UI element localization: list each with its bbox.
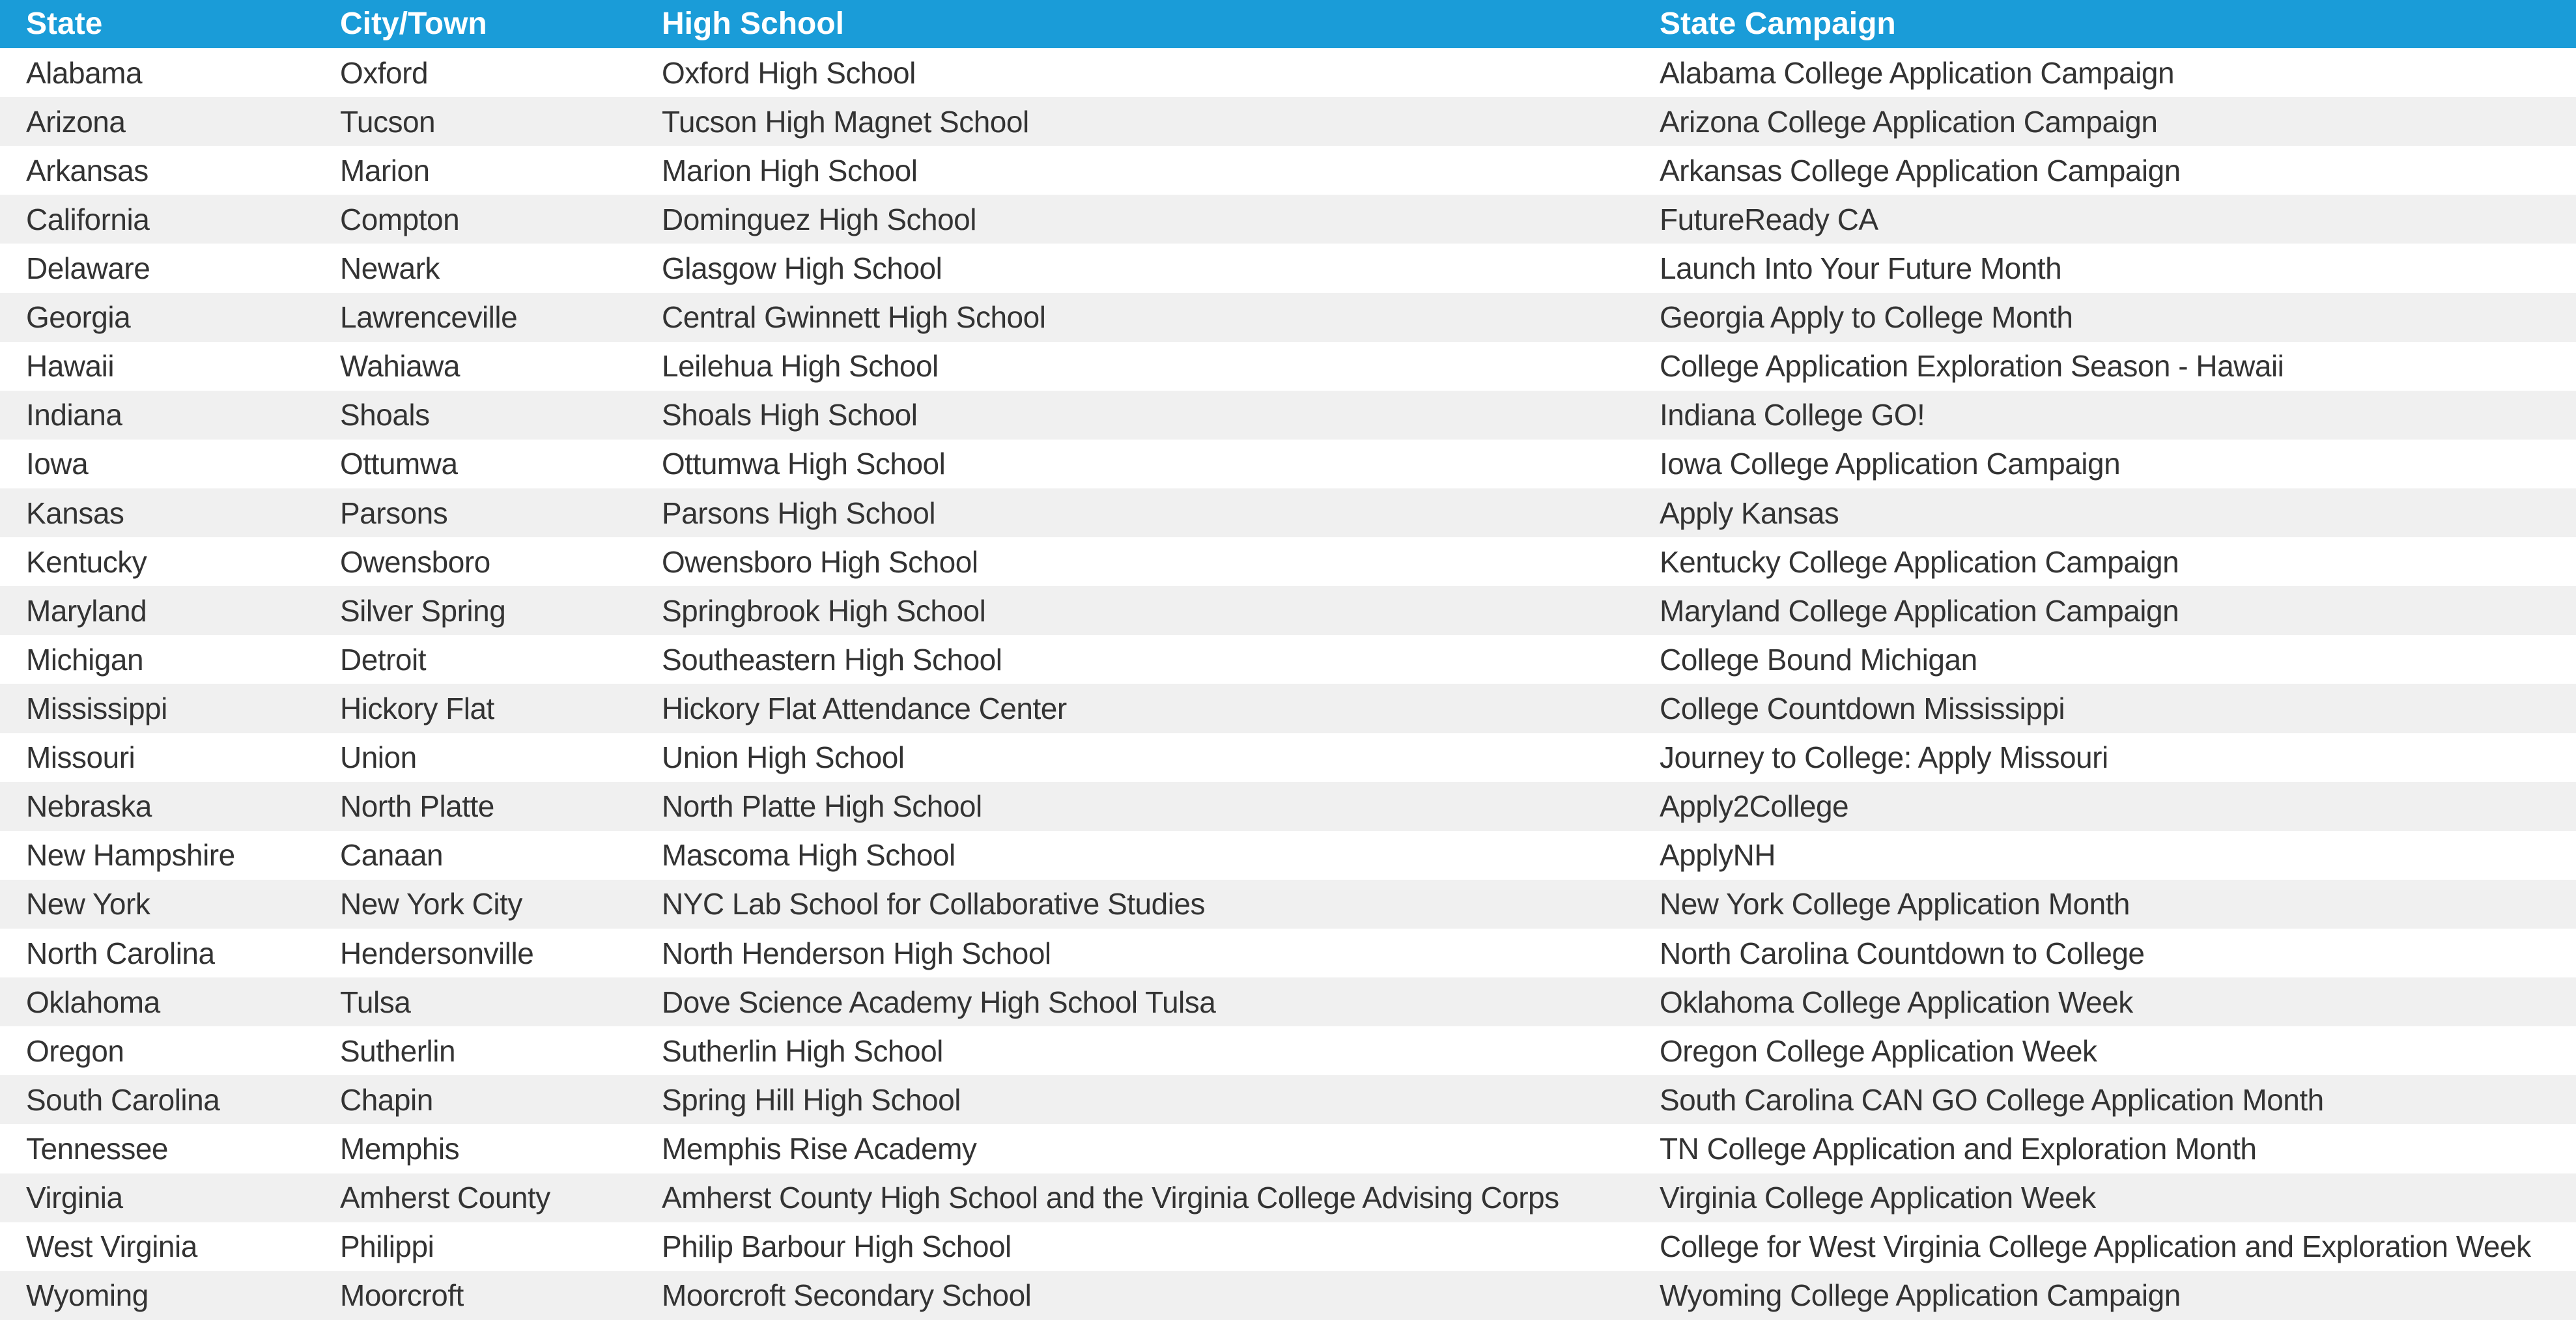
cell-high-school: Spring Hill High School bbox=[662, 1082, 961, 1117]
cell-state: Delaware bbox=[26, 251, 150, 285]
cell-city-town: Ottumwa bbox=[340, 447, 458, 481]
cell-high-school: Parsons High School bbox=[662, 496, 936, 530]
cell-city-town: Tucson bbox=[340, 104, 436, 139]
cell-state-campaign: Arizona College Application Campaign bbox=[1660, 104, 2158, 139]
cell-city-town: Parsons bbox=[340, 496, 448, 530]
cell-city-town: Newark bbox=[340, 251, 440, 285]
cell-state: Arkansas bbox=[26, 153, 149, 188]
cell-city-town: Lawrenceville bbox=[340, 300, 518, 335]
cell-state: Arizona bbox=[26, 104, 126, 139]
cell-state-campaign: North Carolina Countdown to College bbox=[1660, 936, 2145, 970]
cell-high-school: Ottumwa High School bbox=[662, 447, 946, 481]
cell-city-town: Moorcroft bbox=[340, 1278, 464, 1313]
column-header-state-campaign: State Campaign bbox=[1660, 7, 1896, 41]
cell-state: South Carolina bbox=[26, 1082, 220, 1117]
column-header-state: State bbox=[26, 7, 103, 41]
cell-state-campaign: TN College Application and Exploration Month bbox=[1660, 1131, 2257, 1166]
cell-state: North Carolina bbox=[26, 936, 215, 970]
cell-high-school: Leilehua High School bbox=[662, 349, 939, 384]
cell-state-campaign: Apply2College bbox=[1660, 789, 1849, 824]
cell-state-campaign: FutureReady CA bbox=[1660, 202, 1878, 236]
cell-high-school: North Henderson High School bbox=[662, 936, 1051, 970]
cell-state-campaign: South Carolina CAN GO College Application Month bbox=[1660, 1082, 2324, 1117]
table-row bbox=[0, 831, 2576, 880]
cell-high-school: Marion High School bbox=[662, 153, 918, 188]
cell-high-school: Shoals High School bbox=[662, 398, 918, 432]
table-row bbox=[0, 1222, 2576, 1271]
cell-state: Mississippi bbox=[26, 691, 167, 725]
cell-high-school: Amherst County High School and the Virginia College Advising Corps bbox=[662, 1181, 1559, 1215]
cell-state: Georgia bbox=[26, 300, 131, 335]
cell-high-school: Sutherlin High School bbox=[662, 1033, 943, 1068]
cell-state: Oregon bbox=[26, 1033, 124, 1068]
cell-high-school: Central Gwinnett High School bbox=[662, 300, 1046, 335]
cell-high-school: Union High School bbox=[662, 740, 905, 775]
cell-high-school: NYC Lab School for Collaborative Studies bbox=[662, 887, 1206, 921]
table-row bbox=[0, 195, 2576, 244]
table-row bbox=[0, 1124, 2576, 1173]
cell-city-town: Detroit bbox=[340, 642, 426, 677]
cell-city-town: Union bbox=[340, 740, 417, 775]
cell-city-town: Hickory Flat bbox=[340, 691, 494, 725]
column-header-high-school: High School bbox=[662, 7, 844, 41]
cell-high-school: Dove Science Academy High School Tulsa bbox=[662, 985, 1216, 1019]
cell-high-school: Memphis Rise Academy bbox=[662, 1131, 977, 1166]
table-row bbox=[0, 733, 2576, 782]
cell-high-school: Owensboro High School bbox=[662, 544, 978, 579]
cell-city-town: Shoals bbox=[340, 398, 430, 432]
cell-state: Nebraska bbox=[26, 789, 152, 824]
cell-high-school: Moorcroft Secondary School bbox=[662, 1278, 1032, 1313]
cell-state-campaign: College Countdown Mississippi bbox=[1660, 691, 2065, 725]
cell-state: New York bbox=[26, 887, 150, 921]
cell-state: Virginia bbox=[26, 1181, 123, 1215]
cell-state-campaign: Kentucky College Application Campaign bbox=[1660, 544, 2179, 579]
cell-state: Indiana bbox=[26, 398, 122, 432]
cell-high-school: Hickory Flat Attendance Center bbox=[662, 691, 1067, 725]
cell-city-town: Hendersonville bbox=[340, 936, 534, 970]
cell-state: West Virginia bbox=[26, 1229, 197, 1264]
table-row bbox=[0, 488, 2576, 537]
cell-high-school: Philip Barbour High School bbox=[662, 1229, 1012, 1264]
cell-state-campaign: College Application Exploration Season - Hawaii bbox=[1660, 349, 2284, 384]
cell-state-campaign: College for West Virginia College Application and Exploration Week bbox=[1660, 1229, 2531, 1264]
cell-high-school: Dominguez High School bbox=[662, 202, 976, 236]
cell-state: Kentucky bbox=[26, 544, 147, 579]
cell-state: Maryland bbox=[26, 593, 147, 628]
cell-city-town: Chapin bbox=[340, 1082, 433, 1117]
table-row bbox=[0, 97, 2576, 146]
cell-city-town: Marion bbox=[340, 153, 430, 188]
cell-high-school: Mascoma High School bbox=[662, 838, 955, 873]
table-row bbox=[0, 537, 2576, 586]
cell-city-town: Canaan bbox=[340, 838, 444, 873]
cell-city-town: New York City bbox=[340, 887, 522, 921]
table-row bbox=[0, 48, 2576, 97]
cell-state-campaign: Alabama College Application Campaign bbox=[1660, 55, 2175, 90]
cell-state: Missouri bbox=[26, 740, 135, 775]
cell-city-town: Memphis bbox=[340, 1131, 460, 1166]
cell-city-town: Oxford bbox=[340, 55, 429, 90]
cell-city-town: Amherst County bbox=[340, 1181, 550, 1215]
table-row bbox=[0, 1173, 2576, 1222]
cell-city-town: Owensboro bbox=[340, 544, 490, 579]
cell-city-town: North Platte bbox=[340, 789, 494, 824]
cell-state-campaign: Launch Into Your Future Month bbox=[1660, 251, 2062, 285]
table-row bbox=[0, 440, 2576, 488]
cell-high-school: Springbrook High School bbox=[662, 593, 986, 628]
cell-state: Michigan bbox=[26, 642, 144, 677]
cell-state: New Hampshire bbox=[26, 838, 235, 873]
table-row bbox=[0, 1026, 2576, 1075]
cell-state-campaign: Arkansas College Application Campaign bbox=[1660, 153, 2181, 188]
cell-state-campaign: Oregon College Application Week bbox=[1660, 1033, 2097, 1068]
cell-state: Hawaii bbox=[26, 349, 115, 384]
cell-state-campaign: Journey to College: Apply Missouri bbox=[1660, 740, 2108, 775]
cell-state: Alabama bbox=[26, 55, 143, 90]
cell-state-campaign: Maryland College Application Campaign bbox=[1660, 593, 2179, 628]
table-row bbox=[0, 782, 2576, 831]
table-row bbox=[0, 1075, 2576, 1124]
cell-high-school: Southeastern High School bbox=[662, 642, 1002, 677]
cell-city-town: Sutherlin bbox=[340, 1033, 456, 1068]
cell-state-campaign: Oklahoma College Application Week bbox=[1660, 985, 2133, 1019]
cell-city-town: Compton bbox=[340, 202, 460, 236]
cell-state-campaign: Virginia College Application Week bbox=[1660, 1181, 2096, 1215]
cell-state-campaign: Apply Kansas bbox=[1660, 496, 1839, 530]
table-row bbox=[0, 293, 2576, 342]
cell-high-school: Tucson High Magnet School bbox=[662, 104, 1029, 139]
cell-state: Kansas bbox=[26, 496, 124, 530]
table-row bbox=[0, 880, 2576, 929]
table-row bbox=[0, 1271, 2576, 1320]
cell-state-campaign: Indiana College GO! bbox=[1660, 398, 1925, 432]
cell-state-campaign: Wyoming College Application Campaign bbox=[1660, 1278, 2181, 1313]
cell-high-school: Glasgow High School bbox=[662, 251, 942, 285]
table-row bbox=[0, 342, 2576, 391]
cell-city-town: Tulsa bbox=[340, 985, 411, 1019]
table-row bbox=[0, 684, 2576, 733]
header-row bbox=[0, 0, 2576, 48]
cell-state-campaign: New York College Application Month bbox=[1660, 887, 2130, 921]
cell-state: Tennessee bbox=[26, 1131, 168, 1166]
table-row bbox=[0, 244, 2576, 292]
cell-high-school: North Platte High School bbox=[662, 789, 982, 824]
cell-state: Wyoming bbox=[26, 1278, 149, 1313]
cell-city-town: Wahiawa bbox=[340, 349, 460, 384]
table-row bbox=[0, 391, 2576, 440]
cell-state-campaign: Georgia Apply to College Month bbox=[1660, 300, 2073, 335]
column-header-city-town: City/Town bbox=[340, 7, 487, 41]
cell-state-campaign: College Bound Michigan bbox=[1660, 642, 1977, 677]
table-row bbox=[0, 586, 2576, 635]
cell-state: California bbox=[26, 202, 150, 236]
cell-state: Iowa bbox=[26, 447, 89, 481]
table-row bbox=[0, 929, 2576, 977]
table-row bbox=[0, 635, 2576, 684]
cell-high-school: Oxford High School bbox=[662, 55, 916, 90]
cell-city-town: Philippi bbox=[340, 1229, 434, 1264]
cell-state-campaign: ApplyNH bbox=[1660, 838, 1776, 873]
table-row bbox=[0, 146, 2576, 195]
cell-state: Oklahoma bbox=[26, 985, 160, 1019]
cell-state-campaign: Iowa College Application Campaign bbox=[1660, 447, 2121, 481]
cell-city-town: Silver Spring bbox=[340, 593, 506, 628]
table-row bbox=[0, 977, 2576, 1026]
